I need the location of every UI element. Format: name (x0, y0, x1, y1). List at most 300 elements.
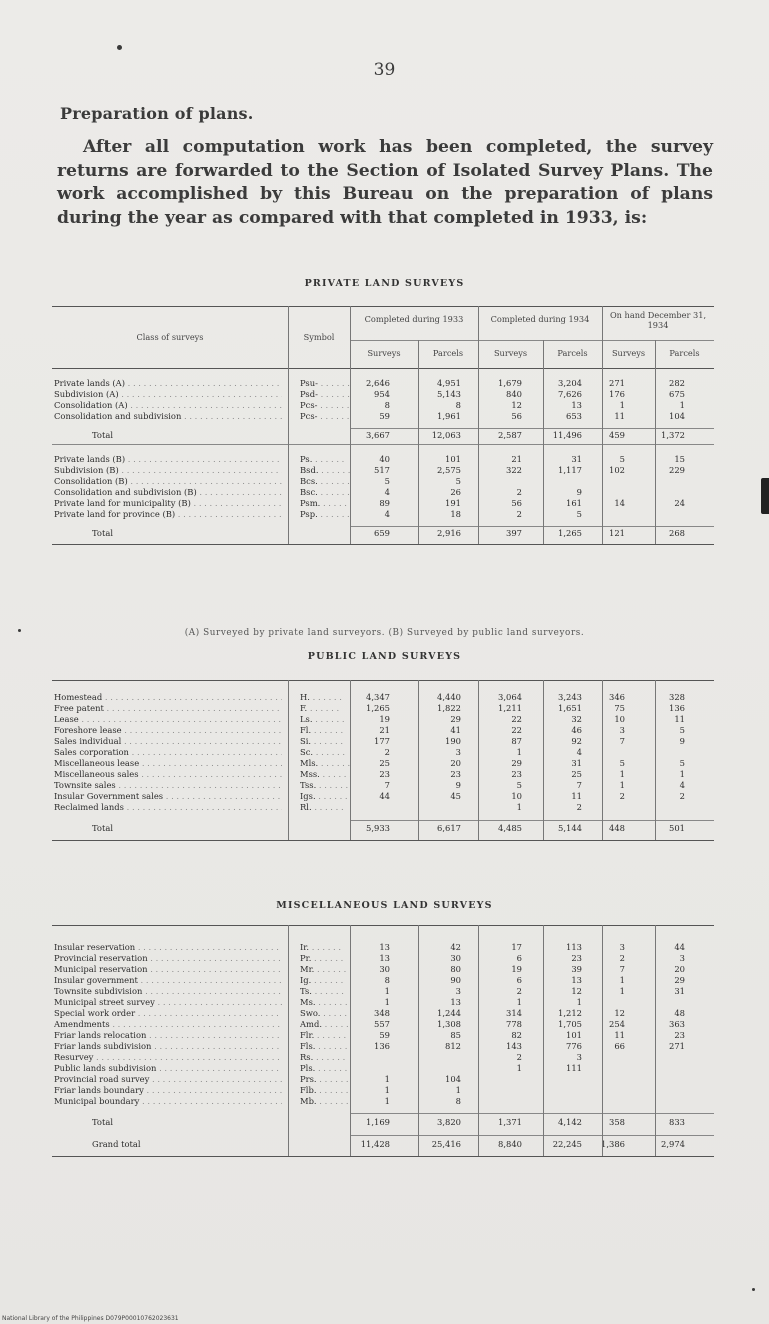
cell-surveys-on-hand: 1 (619, 400, 625, 410)
cell-parcels-on-hand: 1 (679, 769, 685, 779)
column-rule (288, 680, 289, 840)
cell-surveys-on-hand: 1 (619, 975, 625, 985)
cell-parcels-1933: 3 (455, 986, 461, 996)
column-header-1933: Completed during 1933 (364, 314, 464, 324)
cell-parcels-on-hand: 104 (669, 411, 685, 421)
table-row (52, 411, 714, 422)
cell-surveys-1934: 5 (516, 780, 522, 790)
cell-surveys-1933: 13 (379, 942, 390, 952)
cell-parcels-1933: 85 (450, 1030, 461, 1040)
cell-parcels-on-hand: 48 (674, 1008, 685, 1018)
cell-parcels-1933: 2,916 (437, 528, 461, 538)
cell-parcels-1934: 5 (576, 509, 582, 519)
row-symbol: Flr. . . . (300, 1030, 350, 1041)
row-label: Municipal boundary . . . (54, 1096, 282, 1107)
cell-surveys-1933: 348 (374, 1008, 390, 1018)
cell-parcels-1933: 6,617 (437, 823, 461, 833)
row-label: Friar lands boundary . . . (54, 1085, 282, 1096)
cell-parcels-1933: 5,143 (437, 389, 461, 399)
row-symbol: Fls. . . . (300, 1041, 350, 1052)
cell-surveys-1933: 7 (384, 780, 390, 790)
cell-surveys-1934: 1 (516, 747, 522, 757)
intro-paragraph: After all computation work has been completed, the survey returns are forwarded to the Section of Isolated Survey Plans. The work accomplished by this Bureau on the preparation of plans during the year as compared with that completed in 1933, is: (57, 137, 713, 228)
cell-surveys-1933: 59 (379, 411, 390, 421)
column-rule (288, 306, 289, 544)
cell-surveys-1933: 30 (379, 964, 390, 974)
row-label: Reclaimed lands . . . (54, 802, 282, 813)
cell-parcels-on-hand: 5 (679, 725, 685, 735)
cell-parcels-1934: 39 (571, 964, 582, 974)
cell-parcels-1933: 104 (445, 1074, 461, 1084)
section-heading: Preparation of plans. (60, 104, 254, 123)
column-header-surveys: Surveys (611, 348, 646, 358)
cell-parcels-1933: 30 (450, 953, 461, 963)
cell-surveys-on-hand: 1 (619, 769, 625, 779)
table-rule (52, 680, 714, 681)
row-label: Free patent . . . (54, 703, 282, 714)
table-row (52, 389, 714, 400)
cell-surveys-1934: 1,371 (498, 1117, 522, 1127)
cell-parcels-1933: 9 (455, 780, 461, 790)
table-row (52, 1008, 714, 1019)
cell-surveys-1934: 143 (506, 1041, 522, 1051)
table-row (52, 975, 714, 986)
column-rule (418, 680, 419, 840)
row-symbol: Flb. . . . (300, 1085, 350, 1096)
cell-parcels-1934: 31 (571, 758, 582, 768)
row-rule (52, 444, 714, 445)
column-header-surveys: Surveys (493, 348, 528, 358)
row-label: Townsite subdivision . . . (54, 986, 282, 997)
total-row (52, 823, 714, 834)
cell-surveys-on-hand: 448 (609, 823, 625, 833)
table-rule (52, 925, 714, 926)
cell-surveys-on-hand: 11 (614, 1030, 625, 1040)
cell-parcels-on-hand: 136 (669, 703, 685, 713)
cell-parcels-1933: 90 (450, 975, 461, 985)
cell-surveys-on-hand: 1 (619, 986, 625, 996)
row-label: Insular reservation . . . (54, 942, 282, 953)
cell-surveys-1934: 17 (511, 942, 522, 952)
table-row (52, 1063, 714, 1074)
table-row (52, 454, 714, 465)
cell-parcels-1934: 22,245 (552, 1139, 582, 1149)
row-label: Lease . . . (54, 714, 282, 725)
cell-parcels-1934: 9 (576, 487, 582, 497)
cell-surveys-1933: 59 (379, 1030, 390, 1040)
cell-parcels-1934: 7,626 (558, 389, 582, 399)
cell-parcels-1934: 776 (566, 1041, 582, 1051)
row-symbol: Psm. . . . (300, 498, 350, 509)
private-table-title: PRIVATE LAND SURVEYS (304, 278, 465, 289)
column-rule (655, 925, 656, 1156)
cell-surveys-1933: 23 (379, 769, 390, 779)
total-row (52, 1139, 714, 1150)
column-rule (478, 925, 479, 1156)
cell-surveys-1933: 8 (384, 400, 390, 410)
total-label: Total (92, 1117, 114, 1127)
row-label: Townsite sales . . . (54, 780, 282, 791)
row-symbol: Ms. . . . (300, 997, 350, 1008)
cell-surveys-1933: 44 (379, 791, 390, 801)
cell-surveys-1934: 2 (516, 986, 522, 996)
cell-parcels-1934: 3 (576, 1052, 582, 1062)
cell-surveys-1933: 5 (384, 476, 390, 486)
table-rule (52, 840, 714, 841)
table-row (52, 953, 714, 964)
row-symbol: Psp. . . . (300, 509, 350, 520)
table-row (52, 964, 714, 975)
row-label: Sales individual . . . (54, 736, 282, 747)
column-rule (655, 340, 656, 544)
row-label: Sales corporation . . . (54, 747, 282, 758)
row-symbol: Igs. . . . (300, 791, 350, 802)
cell-parcels-on-hand: 268 (669, 528, 685, 538)
cell-surveys-1933: 954 (374, 389, 390, 399)
column-rule (543, 680, 544, 840)
table-row (52, 1074, 714, 1085)
cell-parcels-1934: 113 (566, 942, 582, 952)
row-symbol: H. . . . (300, 692, 350, 703)
table-row (52, 703, 714, 714)
column-header-class: Class of surveys (136, 332, 204, 342)
table-row (52, 747, 714, 758)
row-label: Consolidation (B) . . . (54, 476, 282, 487)
row-symbol: Rl. . . . (300, 802, 350, 813)
row-label: Provincial reservation . . . (54, 953, 282, 964)
cell-surveys-1934: 1 (516, 1063, 522, 1073)
cell-surveys-1934: 21 (511, 454, 522, 464)
cell-parcels-1933: 4,440 (437, 692, 461, 702)
row-rule (350, 340, 714, 341)
column-rule (543, 340, 544, 544)
cell-surveys-1934: 22 (511, 714, 522, 724)
cell-parcels-1933: 3,820 (437, 1117, 461, 1127)
cell-parcels-1934: 11 (571, 791, 582, 801)
cell-parcels-on-hand: 15 (674, 454, 685, 464)
cell-surveys-on-hand: 75 (614, 703, 625, 713)
row-rule (350, 1113, 714, 1114)
table-row (52, 465, 714, 476)
cell-parcels-on-hand: 833 (669, 1117, 685, 1127)
row-symbol: Pcs- . . . (300, 411, 350, 422)
table-row (52, 509, 714, 520)
cell-surveys-on-hand: 5 (619, 454, 625, 464)
cell-surveys-1934: 1 (516, 997, 522, 1007)
row-label: Special work order . . . (54, 1008, 282, 1019)
cell-parcels-1934: 11,496 (552, 430, 582, 440)
cell-surveys-1934: 2 (516, 487, 522, 497)
cell-parcels-on-hand: 1,372 (661, 430, 685, 440)
cell-surveys-1933: 13 (379, 953, 390, 963)
row-label: Amendments . . . (54, 1019, 282, 1030)
cell-surveys-1934: 6 (516, 975, 522, 985)
cell-surveys-on-hand: 346 (609, 692, 625, 702)
cell-parcels-1933: 4,951 (437, 378, 461, 388)
row-label: Friar lands relocation . . . (54, 1030, 282, 1041)
row-label: Private lands (A) . . . (54, 378, 282, 389)
cell-parcels-1934: 101 (566, 1030, 582, 1040)
row-label: Public lands subdivision . . . (54, 1063, 282, 1074)
cell-surveys-1933: 25 (379, 758, 390, 768)
row-symbol: Pls. . . . (300, 1063, 350, 1074)
row-label: Private land for municipality (B) . . . (54, 498, 282, 509)
cell-surveys-1933: 89 (379, 498, 390, 508)
row-symbol: Rs. . . . (300, 1052, 350, 1063)
cell-parcels-on-hand: 20 (674, 964, 685, 974)
column-rule (602, 680, 603, 840)
cell-parcels-1934: 3,204 (558, 378, 582, 388)
cell-parcels-1934: 1 (576, 997, 582, 1007)
cell-surveys-1933: 2,646 (366, 378, 390, 388)
table-row (52, 400, 714, 411)
cell-surveys-1934: 12 (511, 400, 522, 410)
column-rule (655, 680, 656, 840)
cell-surveys-on-hand: 7 (619, 964, 625, 974)
table-row (52, 986, 714, 997)
cell-parcels-1934: 1,651 (558, 703, 582, 713)
row-label: Consolidation and subdivision . . . (54, 411, 282, 422)
total-row (52, 430, 714, 441)
cell-parcels-1934: 1,212 (558, 1008, 582, 1018)
cell-surveys-on-hand: 271 (609, 378, 625, 388)
cell-parcels-on-hand: 675 (669, 389, 685, 399)
cell-parcels-1934: 4 (576, 747, 582, 757)
cell-surveys-on-hand: 14 (614, 498, 625, 508)
cell-parcels-1934: 13 (571, 975, 582, 985)
cell-surveys-1934: 397 (506, 528, 522, 538)
cell-parcels-1933: 190 (445, 736, 461, 746)
cell-parcels-on-hand: 11 (674, 714, 685, 724)
cell-parcels-on-hand: 501 (669, 823, 685, 833)
cell-surveys-1933: 517 (374, 465, 390, 475)
cell-parcels-1934: 46 (571, 725, 582, 735)
cell-parcels-1933: 812 (445, 1041, 461, 1051)
cell-parcels-1934: 1,265 (558, 528, 582, 538)
cell-parcels-on-hand: 2,974 (661, 1139, 685, 1149)
cell-parcels-on-hand: 271 (669, 1041, 685, 1051)
table-row (52, 714, 714, 725)
cell-surveys-on-hand: 3 (619, 725, 625, 735)
ink-speck (752, 1288, 755, 1291)
row-rule (350, 428, 714, 429)
cell-surveys-1933: 1 (384, 1074, 390, 1084)
row-symbol: Pcs- . . . (300, 400, 350, 411)
row-label: Insular Government sales . . . (54, 791, 282, 802)
row-symbol: Si. . . . (300, 736, 350, 747)
row-label: Consolidation and subdivision (B) . . . (54, 487, 282, 498)
column-rule (350, 925, 351, 1156)
row-symbol: Mss. . . . (300, 769, 350, 780)
cell-surveys-on-hand: 2 (619, 791, 625, 801)
cell-parcels-1933: 1,244 (437, 1008, 461, 1018)
row-label: Subdivision (A) . . . (54, 389, 282, 400)
row-symbol: F. . . . (300, 703, 350, 714)
table-row (52, 487, 714, 498)
column-rule (418, 340, 419, 544)
row-symbol: Psu- . . . (300, 378, 350, 389)
cell-parcels-1933: 20 (450, 758, 461, 768)
cell-parcels-1934: 13 (571, 400, 582, 410)
cell-parcels-1933: 101 (445, 454, 461, 464)
cell-parcels-1933: 2,575 (437, 465, 461, 475)
row-symbol: Bcs. . . . (300, 476, 350, 487)
cell-surveys-1933: 4,347 (366, 692, 390, 702)
cell-parcels-1934: 25 (571, 769, 582, 779)
cell-surveys-1933: 659 (374, 528, 390, 538)
cell-parcels-1933: 80 (450, 964, 461, 974)
row-symbol: Tss. . . . (300, 780, 350, 791)
row-symbol: Fl. . . . (300, 725, 350, 736)
table-row (52, 802, 714, 813)
table-row (52, 997, 714, 1008)
cell-parcels-1933: 45 (450, 791, 461, 801)
cell-surveys-1934: 87 (511, 736, 522, 746)
column-rule (350, 680, 351, 840)
cell-surveys-1933: 19 (379, 714, 390, 724)
column-rule (543, 925, 544, 1156)
table-row (52, 758, 714, 769)
cell-surveys-1933: 40 (379, 454, 390, 464)
cell-parcels-1933: 5 (455, 476, 461, 486)
cell-surveys-on-hand: 1 (619, 780, 625, 790)
cell-parcels-1933: 3 (455, 747, 461, 757)
row-label: Insular government . . . (54, 975, 282, 986)
cell-parcels-1933: 1,961 (437, 411, 461, 421)
cell-surveys-1934: 2 (516, 509, 522, 519)
cell-surveys-1934: 1,211 (498, 703, 522, 713)
cell-parcels-1934: 3,243 (558, 692, 582, 702)
row-label: Private lands (B) . . . (54, 454, 282, 465)
total-label: Total (92, 823, 114, 833)
row-label: Homestead . . . (54, 692, 282, 703)
cell-surveys-1934: 8,840 (498, 1139, 522, 1149)
row-rule (350, 820, 714, 821)
cell-parcels-1933: 1 (455, 1085, 461, 1095)
cell-parcels-1934: 2 (576, 802, 582, 812)
row-label: Municipal reservation . . . (54, 964, 282, 975)
table-row (52, 476, 714, 487)
table-row (52, 769, 714, 780)
cell-surveys-on-hand: 121 (609, 528, 625, 538)
cell-parcels-on-hand: 5 (679, 758, 685, 768)
row-label: Foreshore lease . . . (54, 725, 282, 736)
cell-parcels-on-hand: 282 (669, 378, 685, 388)
cell-parcels-on-hand: 9 (679, 736, 685, 746)
cell-surveys-1933: 3,667 (366, 430, 390, 440)
cell-surveys-1934: 1 (516, 802, 522, 812)
row-label: Miscellaneous lease . . . (54, 758, 282, 769)
row-label: Municipal street survey . . . (54, 997, 282, 1008)
cell-parcels-1933: 42 (450, 942, 461, 952)
cell-parcels-1933: 13 (450, 997, 461, 1007)
cell-parcels-1934: 23 (571, 953, 582, 963)
row-label: Consolidation (A) . . . (54, 400, 282, 411)
cell-surveys-1934: 322 (506, 465, 522, 475)
cell-surveys-on-hand: 10 (614, 714, 625, 724)
cell-parcels-on-hand: 363 (669, 1019, 685, 1029)
cell-surveys-on-hand: 12 (614, 1008, 625, 1018)
page-number: 39 (373, 60, 396, 80)
column-rule (602, 925, 603, 1156)
column-rule (288, 925, 289, 1156)
cell-surveys-1933: 21 (379, 725, 390, 735)
table-row (52, 725, 714, 736)
cell-parcels-1934: 111 (566, 1063, 582, 1073)
cell-surveys-1933: 1,169 (366, 1117, 390, 1127)
cell-parcels-1933: 1,822 (437, 703, 461, 713)
cell-surveys-1934: 82 (511, 1030, 522, 1040)
cell-parcels-on-hand: 328 (669, 692, 685, 702)
table-rule (52, 544, 714, 545)
column-rule (478, 680, 479, 840)
cell-parcels-on-hand: 4 (679, 780, 685, 790)
cell-parcels-1933: 1,308 (437, 1019, 461, 1029)
cell-parcels-on-hand: 3 (679, 953, 685, 963)
table-row (52, 498, 714, 509)
cell-surveys-1934: 4,485 (498, 823, 522, 833)
row-label: Resurvey . . . (54, 1052, 282, 1063)
cell-surveys-on-hand: 1,386 (601, 1139, 625, 1149)
cell-surveys-1934: 29 (511, 758, 522, 768)
cell-parcels-1934: 92 (571, 736, 582, 746)
public-table-title: PUBLIC LAND SURVEYS (307, 651, 462, 662)
column-header-parcels: Parcels (557, 348, 588, 358)
cell-parcels-on-hand: 29 (674, 975, 685, 985)
row-symbol: Amd. . . . (300, 1019, 350, 1030)
cell-surveys-on-hand: 7 (619, 736, 625, 746)
table-row (52, 1085, 714, 1096)
row-label: Miscellaneous sales . . . (54, 769, 282, 780)
cell-surveys-1933: 4 (384, 487, 390, 497)
cell-surveys-1933: 136 (374, 1041, 390, 1051)
row-rule (350, 526, 714, 527)
cell-parcels-1933: 29 (450, 714, 461, 724)
cell-parcels-on-hand: 229 (669, 465, 685, 475)
column-header-parcels: Parcels (432, 348, 464, 358)
cell-surveys-on-hand: 5 (619, 758, 625, 768)
row-symbol: Sc. . . . (300, 747, 350, 758)
cell-surveys-on-hand: 66 (614, 1041, 625, 1051)
cell-surveys-on-hand: 358 (609, 1117, 625, 1127)
cell-surveys-1934: 3,064 (498, 692, 522, 702)
cell-parcels-1934: 31 (571, 454, 582, 464)
cell-parcels-1934: 4,142 (558, 1117, 582, 1127)
cell-parcels-1933: 23 (450, 769, 461, 779)
cell-surveys-1933: 177 (374, 736, 390, 746)
table-footnote: (A) Surveyed by private land surveyors. (B) Surveyed by public land surveyors. (184, 628, 585, 638)
cell-surveys-1934: 1,679 (498, 378, 522, 388)
row-symbol: Bsd. . . . (300, 465, 350, 476)
row-label: Subdivision (B) . . . (54, 465, 282, 476)
scan-footer: National Library of the Philippines D079P00010762023631 (2, 1315, 179, 1322)
row-symbol: Ls. . . . (300, 714, 350, 725)
row-label: Private land for province (B) . . . (54, 509, 282, 520)
table-row (52, 1019, 714, 1030)
table-row (52, 1041, 714, 1052)
table-row (52, 378, 714, 389)
cell-surveys-on-hand: 176 (609, 389, 625, 399)
table-row (52, 736, 714, 747)
table-row (52, 942, 714, 953)
cell-parcels-1934: 12 (571, 986, 582, 996)
cell-surveys-on-hand: 254 (609, 1019, 625, 1029)
total-row (52, 528, 714, 539)
cell-parcels-1933: 26 (450, 487, 461, 497)
misc-table-title: MISCELLANEOUS LAND SURVEYS (276, 900, 493, 911)
column-rule (478, 306, 479, 544)
table-row (52, 692, 714, 703)
